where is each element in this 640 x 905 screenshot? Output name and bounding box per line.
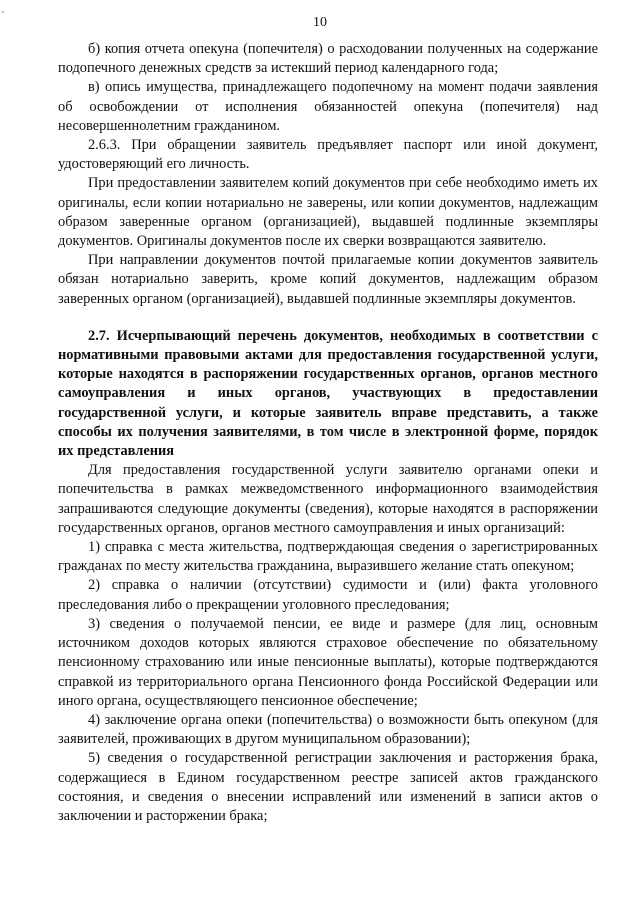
paragraph: 2.6.3. При обращении заявитель предъявляет паспорт или иной документ, удостоверяющий его личность. (58, 137, 598, 173)
paragraph: в) опись имущества, принадлежащего подопечному на момент подачи заявления об освобождении от исполнения обязанностей опекуна (попечителя) над несовершеннолетним гражданином. (58, 79, 598, 134)
list-item: 1) справка с места жительства, подтверждающая сведения о зарегистрированных гражданах по месту жительства гражданина, выразившего желание стать опекуном; (58, 539, 598, 575)
list-item: 4) заключение органа опеки (попечительства) о возможности быть опекуном (для заявителей, проживающих в другом муниципальном образовании); (58, 711, 598, 748)
corner-mark: ' (2, 10, 4, 21)
page-number: 10 (313, 15, 327, 30)
paragraph: При предоставлении заявителем копий документов при себе необходимо иметь их оригиналы, если копии нотариально не заверены, или копии документов, надлежащим образом заверенные органом (организацией), выдавшей подлинные экземпляры документов. Оригиналы документов после их сверки возвращаются заявителю. (58, 175, 598, 250)
section-heading: 2.7. Исчерпывающий перечень документов, необходимых в соответствии с нормативными правовыми актами для предоставления государственной услуги, которые находятся в распоряжении государственных органов, органов местного самоуправления и иных органов, участвующих в предоставлении государственной услуги, и которые заявитель вправе представить, а также способы их получения заявителями, в том числе в электронной форме, порядок их представления (58, 327, 598, 460)
paragraph: Для предоставления государственной услуги заявителю органами опеки и попечительства в рамках межведомственного информационного взаимодействия запрашиваются следующие документы (сведения), которые находятся в распоряжении государственных органов, органов местного самоуправления и иных организаций: (58, 462, 598, 536)
list-item: 2) справка о наличии (отсутствии) судимости и (или) факта уголовного преследования либо о прекращении уголовного преследования; (58, 577, 598, 613)
document-body (58, 40, 598, 826)
paragraph: При направлении документов почтой прилагаемые копии документов заявитель обязан нотариально заверить, кроме копий документов, надлежащим образом заверенных органом (организацией), выдавшей подлинные экземпляры документов. (58, 252, 598, 307)
list-item: 3) сведения о получаемой пенсии, ее виде и размере (для лиц, основным источником доходов которых являются страховое обеспечение по обязательному пенсионному страхованию или иные пенсионные выплаты), которые подтверждаются справкой из территориального органа Пенсионного фонда Российской Федерации или иного органа, осуществляющего пенсионное обеспечение; (58, 615, 598, 709)
paragraph: б) копия отчета опекуна (попечителя) о расходовании полученных на содержание подопечного денежных средств за истекший период календарного года; (58, 41, 598, 77)
list-item: 5) сведения о государственной регистрации заключения и расторжения брака, содержащиеся в Едином государственном реестре записей актов гражданского состояния, и сведения о внесении исправлений или изменений в записи актов о заключении и расторжении брака; (58, 750, 598, 824)
